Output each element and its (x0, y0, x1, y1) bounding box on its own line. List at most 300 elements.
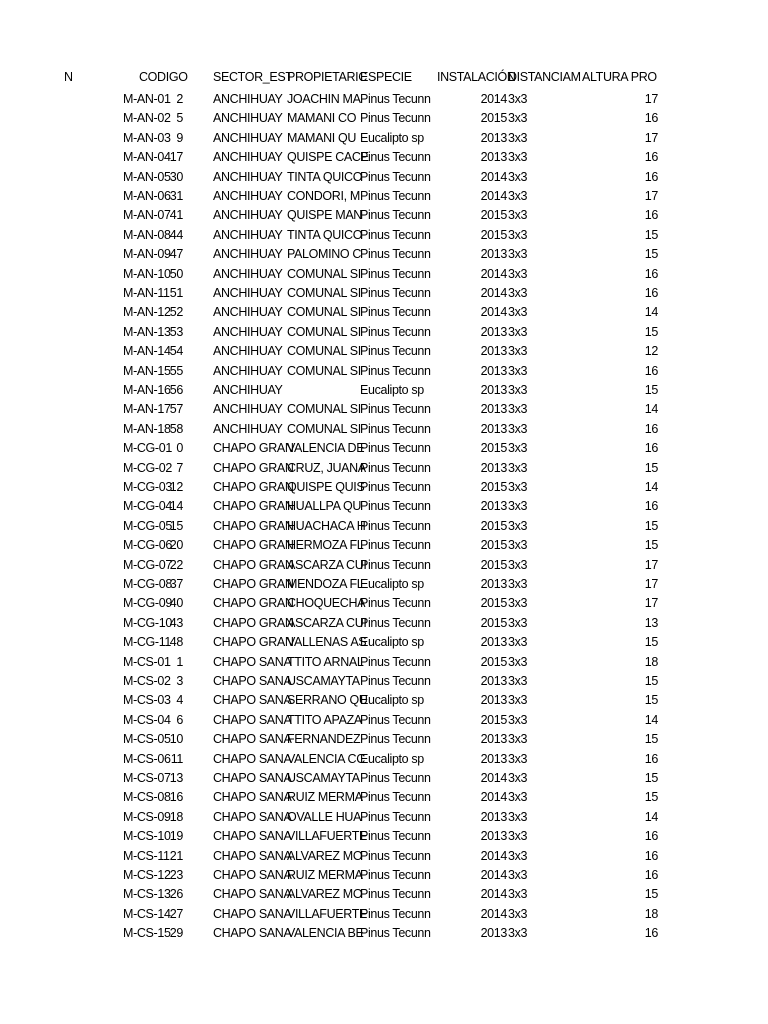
cell-instalacion: 2013 (480, 829, 507, 844)
cell-propietario: TINTA QUICO (287, 169, 363, 184)
cell-distancia: 3x3 (508, 499, 528, 514)
table-row (0, 168, 768, 187)
cell-sector: ANCHIHUAY (213, 402, 283, 417)
table-row (0, 323, 768, 342)
cell-propietario: VALENCIA DE (287, 441, 365, 456)
cell-distancia: 3x3 (508, 906, 528, 921)
header-altura: ALTURA PRO (582, 70, 657, 84)
table-row (0, 769, 768, 788)
cell-codigo: M-CS-03 (123, 693, 171, 708)
cell-sector: ANCHIHUAY (213, 383, 283, 397)
cell-n: 43 (169, 615, 183, 630)
cell-n: 2 (176, 92, 183, 106)
cell-distancia: 3x3 (508, 654, 528, 669)
cell-propietario: QUISPE CACE (287, 150, 369, 165)
cell-distancia: 3x3 (508, 809, 528, 824)
cell-especie: Pinus Tecunn (360, 169, 431, 184)
cell-n: 18 (169, 809, 183, 824)
cell-altura: 15 (644, 635, 658, 650)
table-row (0, 575, 768, 594)
cell-especie: Pinus Tecunn (360, 247, 431, 262)
header-distancia: DISTANCIAM (508, 70, 581, 84)
cell-n: 47 (169, 247, 183, 262)
cell-n: 48 (169, 635, 183, 650)
cell-n: 31 (169, 189, 183, 203)
cell-sector: CHAPO GRAN (213, 557, 294, 572)
cell-n: 44 (169, 227, 183, 242)
cell-sector: ANCHIHUAY (213, 92, 283, 106)
cell-sector: ANCHIHUAY (213, 189, 283, 203)
cell-propietario: COMUNAL SI (287, 421, 361, 436)
cell-codigo: M-AN-06 (123, 189, 171, 203)
table-row (0, 866, 768, 885)
cell-codigo: M-CS-05 (123, 732, 171, 747)
cell-codigo: M-CG-07 (123, 557, 172, 572)
cell-especie: Eucalipto sp (360, 383, 424, 397)
cell-especie: Pinus Tecunn (360, 790, 431, 805)
cell-n: 6 (176, 712, 183, 727)
cell-n: 51 (169, 286, 183, 300)
cell-n: 14 (169, 499, 183, 514)
cell-codigo: M-AN-02 (123, 111, 171, 126)
table-row (0, 750, 768, 769)
cell-instalacion: 2015 (480, 538, 507, 553)
table-row (0, 129, 768, 148)
cell-instalacion: 2015 (480, 518, 507, 533)
cell-especie: Pinus Tecunn (360, 848, 431, 863)
cell-altura: 16 (644, 208, 658, 223)
table-row (0, 905, 768, 924)
cell-propietario (287, 381, 359, 400)
cell-distancia: 3x3 (508, 227, 528, 242)
cell-distancia: 3x3 (508, 829, 528, 844)
cell-propietario: HERMOZA FL (287, 538, 364, 553)
cell-altura: 15 (644, 538, 658, 553)
cell-sector: CHAPO GRAN (213, 518, 294, 533)
cell-instalacion: 2014 (480, 771, 507, 785)
cell-especie: Pinus Tecunn (360, 324, 431, 339)
cell-codigo: M-AN-10 (123, 266, 171, 281)
cell-especie: Pinus Tecunn (360, 829, 431, 844)
cell-propietario: ALVAREZ MO (287, 887, 363, 902)
cell-altura: 14 (644, 402, 658, 417)
cell-sector: ANCHIHUAY (213, 421, 283, 436)
cell-instalacion: 2013 (480, 421, 507, 436)
cell-distancia: 3x3 (508, 848, 528, 863)
cell-codigo: M-CG-11 (123, 635, 172, 650)
cell-distancia: 3x3 (508, 790, 528, 805)
cell-especie: Pinus Tecunn (360, 906, 431, 921)
cell-codigo: M-AN-13 (123, 324, 171, 339)
cell-n: 52 (169, 305, 183, 320)
table-row (0, 400, 768, 419)
cell-especie: Pinus Tecunn (360, 111, 431, 126)
cell-altura: 15 (644, 790, 658, 805)
cell-especie: Eucalipto sp (360, 693, 424, 708)
cell-n: 3 (176, 674, 183, 688)
cell-codigo: M-CG-05 (123, 518, 172, 533)
cell-propietario: ALVAREZ MO (287, 848, 363, 863)
cell-codigo: M-CG-08 (123, 577, 172, 591)
cell-especie: Pinus Tecunn (360, 887, 431, 902)
cell-n: 41 (169, 208, 183, 223)
table-row (0, 556, 768, 575)
cell-propietario: HUALLPA QU (287, 499, 362, 514)
cell-sector: CHAPO SANA (213, 906, 292, 921)
header-propietario: PROPIETARIC (287, 70, 367, 84)
cell-altura: 17 (644, 92, 658, 106)
cell-codigo: M-CS-13 (123, 887, 171, 902)
cell-n: 30 (169, 169, 183, 184)
cell-codigo: M-AN-09 (123, 247, 171, 262)
table-row (0, 381, 768, 400)
cell-instalacion: 2013 (480, 693, 507, 708)
cell-propietario: VALENCIA CC (287, 751, 365, 766)
cell-altura: 16 (644, 499, 658, 514)
cell-instalacion: 2014 (480, 92, 507, 106)
cell-distancia: 3x3 (508, 247, 528, 262)
cell-n: 5 (176, 111, 183, 126)
cell-instalacion: 2015 (480, 111, 507, 126)
table-row (0, 245, 768, 264)
table-row (0, 614, 768, 633)
cell-distancia: 3x3 (508, 577, 528, 591)
cell-altura: 15 (644, 383, 658, 397)
header-instalacion: INSTALACIÓN (437, 70, 516, 84)
cell-especie: Pinus Tecunn (360, 674, 431, 688)
cell-codigo: M-AN-07 (123, 208, 171, 223)
table-row (0, 109, 768, 128)
cell-codigo: M-CS-01 (123, 654, 171, 669)
table-row (0, 517, 768, 536)
cell-especie: Eucalipto sp (360, 130, 424, 145)
cell-especie: Pinus Tecunn (360, 344, 431, 359)
cell-instalacion: 2013 (480, 324, 507, 339)
cell-propietario: CONDORI, M (287, 189, 360, 203)
cell-propietario: CHOQUECHA (287, 596, 366, 611)
cell-propietario: PALOMINO C (287, 247, 362, 262)
cell-altura: 17 (644, 557, 658, 572)
cell-distancia: 3x3 (508, 926, 528, 941)
cell-instalacion: 2013 (480, 460, 507, 475)
cell-altura: 15 (644, 674, 658, 688)
cell-instalacion: 2013 (480, 402, 507, 417)
cell-codigo: M-CG-01 (123, 441, 172, 456)
cell-propietario: COMUNAL SI (287, 402, 361, 417)
cell-especie: Pinus Tecunn (360, 732, 431, 747)
cell-codigo: M-CS-06 (123, 751, 171, 766)
cell-especie: Pinus Tecunn (360, 208, 431, 223)
cell-n: 15 (169, 518, 183, 533)
cell-codigo: M-AN-01 (123, 92, 171, 106)
cell-codigo: M-AN-16 (123, 383, 171, 397)
cell-sector: CHAPO SANA (213, 751, 292, 766)
cell-distancia: 3x3 (508, 344, 528, 359)
cell-n: 57 (169, 402, 183, 417)
cell-sector: ANCHIHUAY (213, 324, 283, 339)
table-row (0, 148, 768, 167)
cell-n: 23 (169, 868, 183, 882)
cell-altura: 12 (644, 344, 658, 359)
cell-codigo: M-CG-04 (123, 499, 172, 514)
cell-propietario: VILLAFUERTE (287, 829, 367, 844)
cell-n: 40 (169, 596, 183, 611)
cell-sector: CHAPO SANA (213, 732, 292, 747)
cell-instalacion: 2013 (480, 363, 507, 378)
cell-especie: Pinus Tecunn (360, 499, 431, 514)
header-n: N (64, 70, 73, 84)
cell-codigo: M-AN-18 (123, 421, 171, 436)
cell-instalacion: 2013 (480, 751, 507, 766)
cell-propietario: MAMANI QU (287, 130, 357, 145)
cell-distancia: 3x3 (508, 402, 528, 417)
cell-n: 56 (169, 383, 183, 397)
cell-distancia: 3x3 (508, 518, 528, 533)
cell-altura: 15 (644, 324, 658, 339)
cell-propietario: QUISPE MAN (287, 208, 362, 223)
cell-n: 20 (169, 538, 183, 553)
cell-sector: CHAPO SANA (213, 868, 292, 882)
header-row (0, 68, 768, 87)
cell-distancia: 3x3 (508, 441, 528, 456)
cell-distancia: 3x3 (508, 286, 528, 300)
cell-codigo: M-CS-15 (123, 926, 171, 941)
cell-altura: 16 (644, 111, 658, 126)
cell-sector: CHAPO GRAN (213, 499, 294, 514)
cell-instalacion: 2013 (480, 674, 507, 688)
cell-sector: ANCHIHUAY (213, 169, 283, 184)
cell-codigo: M-AN-08 (123, 227, 171, 242)
cell-sector: ANCHIHUAY (213, 286, 283, 300)
cell-distancia: 3x3 (508, 596, 528, 611)
cell-propietario: TTITO APAZA (287, 712, 362, 727)
table-row (0, 265, 768, 284)
cell-codigo: M-CS-14 (123, 906, 171, 921)
cell-altura: 17 (644, 189, 658, 203)
cell-instalacion: 2013 (480, 150, 507, 165)
cell-codigo: M-CG-02 (123, 460, 172, 475)
cell-propietario: CRUZ, JUANA (287, 460, 366, 475)
cell-instalacion: 2013 (480, 926, 507, 941)
table-row (0, 633, 768, 652)
cell-especie: Pinus Tecunn (360, 596, 431, 611)
cell-n: 19 (169, 829, 183, 844)
cell-n: 4 (176, 693, 183, 708)
cell-altura: 16 (644, 266, 658, 281)
cell-distancia: 3x3 (508, 421, 528, 436)
cell-altura: 15 (644, 247, 658, 262)
table-row (0, 342, 768, 361)
cell-n: 0 (176, 441, 183, 456)
cell-instalacion: 2015 (480, 615, 507, 630)
cell-distancia: 3x3 (508, 615, 528, 630)
cell-n: 22 (169, 557, 183, 572)
cell-distancia: 3x3 (508, 557, 528, 572)
table-row (0, 847, 768, 866)
cell-instalacion: 2013 (480, 732, 507, 747)
cell-n: 11 (170, 751, 183, 766)
cell-instalacion: 2013 (480, 130, 507, 145)
cell-propietario: MENDOZA FL (287, 577, 364, 591)
cell-especie: Pinus Tecunn (360, 712, 431, 727)
header-sector: SECTOR_EST (213, 70, 293, 84)
cell-sector: ANCHIHUAY (213, 208, 283, 223)
cell-distancia: 3x3 (508, 480, 528, 494)
cell-propietario: TINTA QUICO (287, 227, 363, 242)
cell-propietario: USCAMAYTA (287, 674, 360, 688)
cell-altura: 15 (644, 732, 658, 747)
cell-n: 54 (169, 344, 183, 359)
cell-codigo: M-AN-05 (123, 169, 171, 184)
cell-sector: ANCHIHUAY (213, 363, 283, 378)
cell-n: 10 (169, 732, 183, 747)
cell-propietario: TTITO ARNAL (287, 654, 364, 669)
cell-codigo: M-CS-10 (123, 829, 171, 844)
cell-especie: Pinus Tecunn (360, 286, 431, 300)
cell-sector: CHAPO SANA (213, 693, 292, 708)
cell-sector: CHAPO SANA (213, 674, 292, 688)
cell-codigo: M-CS-02 (123, 674, 171, 688)
table-row (0, 536, 768, 555)
cell-n: 13 (169, 771, 183, 785)
table-row (0, 362, 768, 381)
cell-instalacion: 2014 (480, 790, 507, 805)
cell-codigo: M-AN-17 (123, 402, 171, 417)
table-row (0, 439, 768, 458)
cell-especie: Pinus Tecunn (360, 189, 431, 203)
cell-sector: ANCHIHUAY (213, 227, 283, 242)
cell-distancia: 3x3 (508, 305, 528, 320)
cell-altura: 14 (644, 809, 658, 824)
cell-codigo: M-CS-11 (123, 848, 170, 863)
cell-altura: 13 (644, 615, 658, 630)
cell-instalacion: 2014 (480, 848, 507, 863)
cell-altura: 16 (644, 829, 658, 844)
table-row (0, 672, 768, 691)
cell-instalacion: 2013 (480, 577, 507, 591)
cell-sector: CHAPO SANA (213, 829, 292, 844)
cell-especie: Pinus Tecunn (360, 654, 431, 669)
cell-propietario: USCAMAYTA (287, 771, 360, 785)
cell-especie: Pinus Tecunn (360, 615, 431, 630)
cell-altura: 17 (644, 577, 658, 591)
cell-sector: CHAPO SANA (213, 712, 292, 727)
cell-instalacion: 2014 (480, 887, 507, 902)
cell-especie: Pinus Tecunn (360, 557, 431, 572)
cell-n: 12 (169, 480, 183, 494)
cell-distancia: 3x3 (508, 150, 528, 165)
cell-distancia: 3x3 (508, 751, 528, 766)
cell-especie: Pinus Tecunn (360, 771, 431, 785)
cell-especie: Pinus Tecunn (360, 402, 431, 417)
cell-altura: 15 (644, 693, 658, 708)
cell-especie: Eucalipto sp (360, 751, 424, 766)
cell-especie: Pinus Tecunn (360, 538, 431, 553)
cell-sector: ANCHIHUAY (213, 111, 283, 126)
cell-propietario: COMUNAL SI (287, 286, 361, 300)
table-row (0, 885, 768, 904)
cell-especie: Pinus Tecunn (360, 227, 431, 242)
cell-propietario: JOACHIN MA (287, 92, 361, 106)
cell-altura: 16 (644, 848, 658, 863)
cell-altura: 14 (644, 305, 658, 320)
cell-distancia: 3x3 (508, 111, 528, 126)
cell-sector: CHAPO GRAN (213, 596, 294, 611)
cell-especie: Pinus Tecunn (360, 441, 431, 456)
cell-instalacion: 2015 (480, 480, 507, 494)
cell-n: 53 (169, 324, 183, 339)
cell-instalacion: 2014 (480, 169, 507, 184)
cell-codigo: M-AN-04 (123, 150, 171, 165)
table-row (0, 497, 768, 516)
cell-especie: Pinus Tecunn (360, 480, 431, 494)
cell-codigo: M-CG-03 (123, 480, 172, 494)
cell-sector: CHAPO GRAN (213, 480, 294, 494)
cell-altura: 15 (644, 518, 658, 533)
cell-altura: 16 (644, 751, 658, 766)
cell-distancia: 3x3 (508, 732, 528, 747)
cell-instalacion: 2015 (480, 596, 507, 611)
cell-altura: 16 (644, 150, 658, 165)
cell-sector: ANCHIHUAY (213, 247, 283, 262)
cell-sector: CHAPO SANA (213, 848, 292, 863)
table-row (0, 459, 768, 478)
cell-n: 58 (169, 421, 183, 436)
cell-codigo: M-CS-04 (123, 712, 171, 727)
cell-distancia: 3x3 (508, 363, 528, 378)
table-row (0, 420, 768, 439)
cell-propietario: ASCARZA CUI (287, 615, 367, 630)
cell-codigo: M-CG-10 (123, 615, 172, 630)
cell-sector: CHAPO GRAN (213, 441, 294, 456)
cell-propietario: COMUNAL SI (287, 266, 361, 281)
cell-instalacion: 2015 (480, 208, 507, 223)
cell-sector: CHAPO GRAN (213, 538, 294, 553)
cell-n: 26 (169, 887, 183, 902)
cell-codigo: M-CG-06 (123, 538, 172, 553)
cell-n: 17 (169, 150, 183, 165)
cell-propietario: VILLAFUERTE (287, 906, 367, 921)
cell-altura: 16 (644, 868, 658, 882)
cell-altura: 14 (644, 480, 658, 494)
table-row (0, 226, 768, 245)
cell-n: 21 (169, 848, 183, 863)
table-row (0, 924, 768, 943)
cell-instalacion: 2014 (480, 305, 507, 320)
cell-especie: Pinus Tecunn (360, 92, 431, 106)
cell-sector: ANCHIHUAY (213, 305, 283, 320)
cell-instalacion: 2015 (480, 712, 507, 727)
cell-especie: Pinus Tecunn (360, 809, 431, 824)
cell-propietario: ASCARZA CUI (287, 557, 367, 572)
cell-instalacion: 2014 (480, 868, 507, 882)
cell-propietario: VALENCIA BE (287, 926, 364, 941)
cell-n: 9 (176, 130, 183, 145)
cell-especie: Pinus Tecunn (360, 421, 431, 436)
cell-sector: CHAPO GRAN (213, 635, 294, 650)
cell-instalacion: 2014 (480, 189, 507, 203)
table-row (0, 187, 768, 206)
cell-altura: 17 (644, 130, 658, 145)
table-row (0, 90, 768, 109)
cell-propietario: COMUNAL SI (287, 324, 361, 339)
cell-propietario: COMUNAL SI (287, 363, 361, 378)
table-row (0, 808, 768, 827)
header-especie: ESPECIE (360, 70, 412, 84)
cell-distancia: 3x3 (508, 771, 528, 785)
cell-altura: 18 (644, 654, 658, 669)
cell-codigo: M-AN-12 (123, 305, 171, 320)
